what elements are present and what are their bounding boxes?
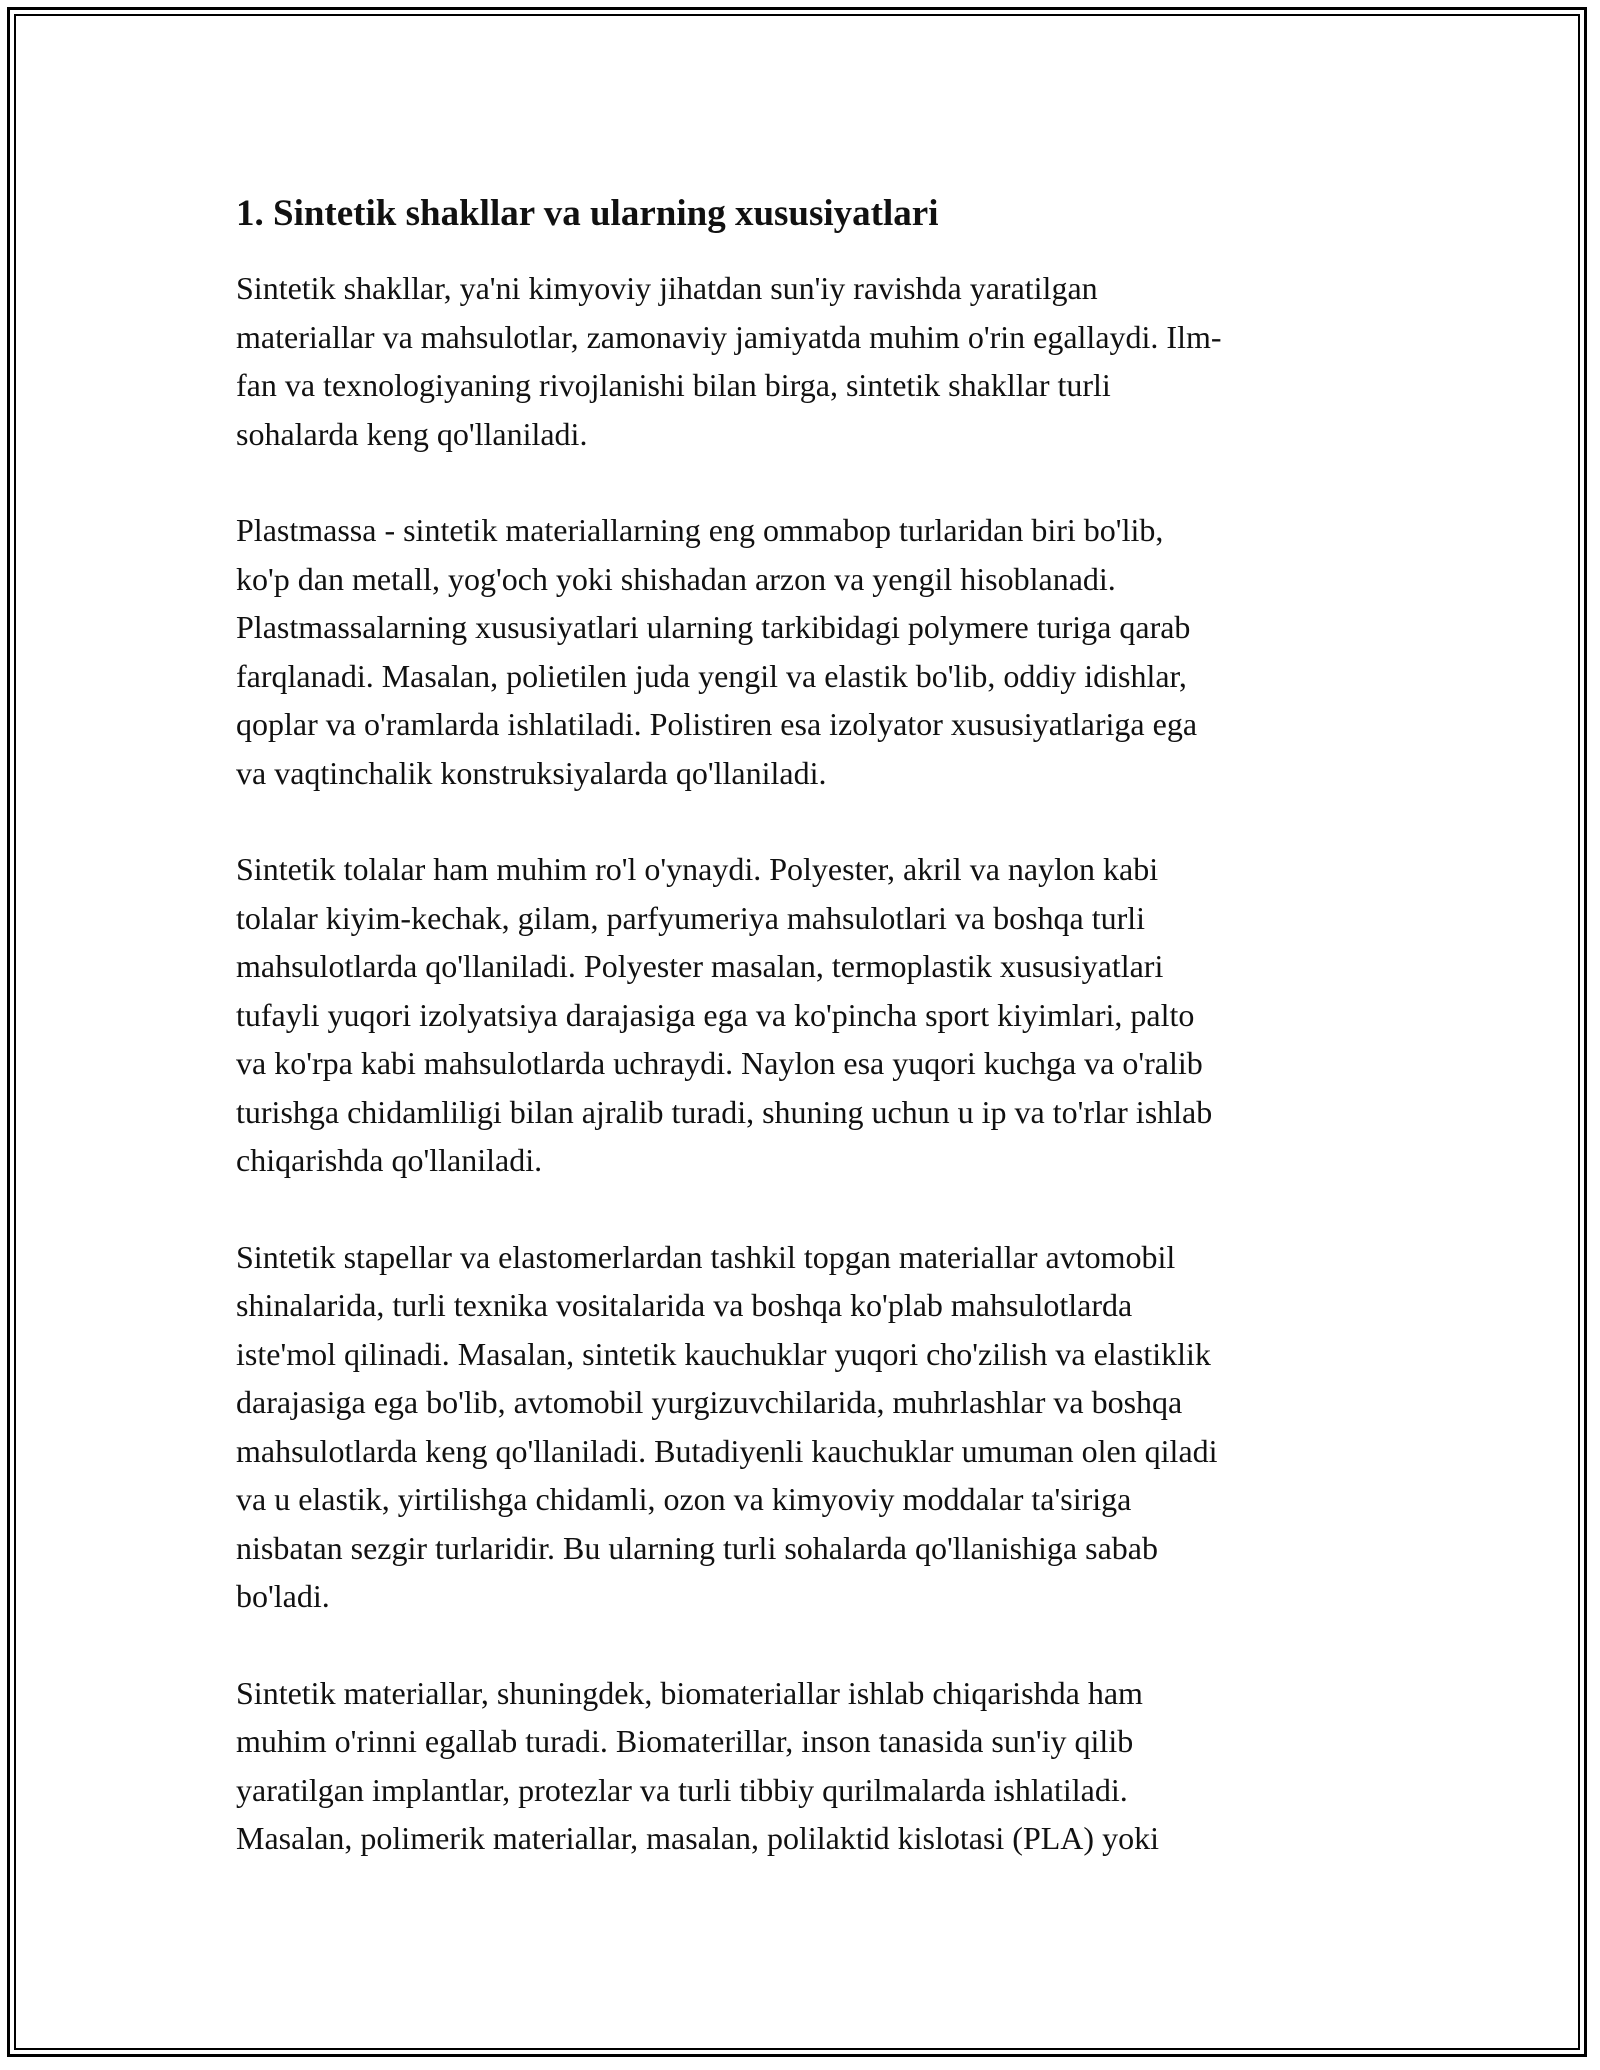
paragraph-biomaterials: Sintetik materiallar, shuningdek, biomateriallar ishlab chiqarishda ham muhim o'rinni egallab turadi. Biomaterillar, inson tanasida sun'iy qilib yaratilgan implantlar, protezlar va turli tibbiy qurilmalarda ishlatiladi. Masalan, polimerik materiallar, masalan, polilaktid kislotasi (PLA) yoki [236,1674,1159,1856]
section-title: 1. Sintetik shakllar va ularning xususiyatlari [236,193,939,234]
paragraph-synthetic-fibers: Sintetik tolalar ham muhim ro'l o'ynaydi. Polyester, akril va naylon kabi tolalar kiyim-kechak, gilam, parfyumeriya mahsulotlari va boshqa turli mahsulotlarda qo'llaniladi. Polyester masalan, termoplastik xususiyatlari tufayli yuqori izolyatsiya darajasiga ega va ko'pincha sport kiyimlari, palto va ko'rpa kabi mahsulotlarda uchraydi. Naylon esa yuqori kuchga va o'ralib turishga chidamliligi bilan ajralib turadi, shuning uchun u ip va to'rlar ishlab chiqarishda qo'llaniladi. [236,851,1213,1178]
paragraph-intro: Sintetik shakllar, ya'ni kimyoviy jihatdan sun'iy ravishda yaratilgan materiallar va mahsulotlar, zamonaviy jamiyatda muhim o'rin egallaydi. Ilm- fan va texnologiyaning rivojlanishi bilan birga, sintetik shakllar turli sohalarda keng qo'llaniladi. [236,270,1222,452]
paragraph-plastics: Plastmassa - sintetik materiallarning eng ommabop turlaridan biri bo'lib, ko'p dan metall, yog'och yoki shishadan arzon va yengil hisoblanadi. Plastmassalarning xususiyatlari ularning tarkibidagi polymere turiga qarab farqlanadi. Masalan, polietilen juda yengil va elastik bo'lib, oddiy idishlar, qoplar va o'ramlarda ishlatiladi. Polistiren esa izolyator xususiyatlariga ega va vaqtinchalik konstruksiyalarda qo'llaniladi. [236,512,1198,791]
document-body [236,188,1366,1863]
paragraph-elastomers: Sintetik stapellar va elastomerlardan tashkil topgan materiallar avtomobil shinalarida, turli texnika vositalarida va boshqa ko'plab mahsulotlarda iste'mol qilinadi. Masalan, sintetik kauchuklar yuqori cho'zilish va elastiklik darajasiga ega bo'lib, avtomobil yurgizuvchilarida, muhrlashlar va boshqa mahsulotlarda keng qo'llaniladi. Butadiyenli kauchuklar umuman olen qiladi va u elastik, yirtilishga chidamli, ozon va kimyoviy moddalar ta'siriga nisbatan sezgir turlaridir. Bu ularning turli sohalarda qo'llanishiga sabab bo'ladi. [236,1238,1218,1614]
